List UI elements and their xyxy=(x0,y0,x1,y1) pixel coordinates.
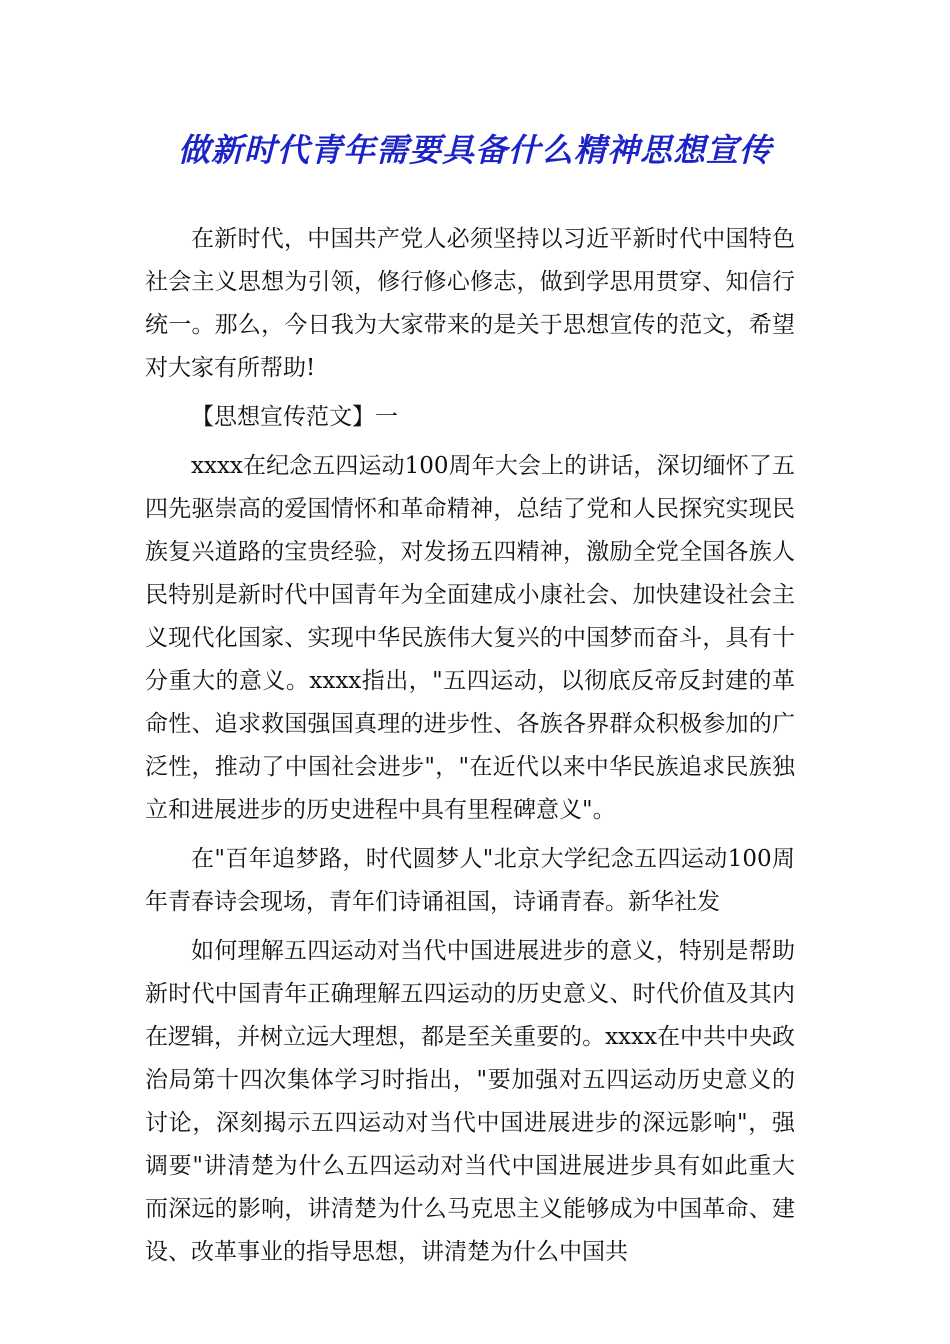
paragraph-heading: 【思想宣传范文】一 xyxy=(191,404,398,430)
paragraph-photo-caption: 在"百年追梦路，时代圆梦人"北京大学纪念五四运动100周年青春诗会现场，青年们诗诵祖国，诗诵青春。新华社发 xyxy=(145,846,795,915)
paragraph-speech: xxxx在纪念五四运动100周年大会上的讲话，深切缅怀了五四先驱崇高的爱国情怀和革命精神，总结了党和人民探究实现民族复兴道路的宝贵经验，对发扬五四精神，激励全党全国各族人民特别是新时代中国青年为全面建成小康社会、加快建设社会主义现代化国家、实现中华民族伟大复兴的中国梦而奋斗，具有十分重大的意义。xxxx指出，"五四运动，以彻底反帝反封建的革命性、追求救国强国真理的进步性、各族各界群众积极参加的广泛性，推动了中国社会进步"，"在近代以来中华民族追求民族独立和进展进步的历史进程中具有里程碑意义"。 xyxy=(145,453,795,823)
paragraph-intro: 在新时代，中国共产党人必须坚持以习近平新时代中国特色社会主义思想为引领，修行修心修志，做到学思用贯穿、知信行统一。那么，今日我为大家带来的是关于思想宣传的范文，希望对大家有所帮助! xyxy=(145,226,795,381)
document-body xyxy=(145,218,795,1280)
document-title: 做新时代青年需要具备什么精神思想宣传 xyxy=(177,131,772,169)
paragraph-significance: 如何理解五四运动对当代中国进展进步的意义，特别是帮助新时代中国青年正确理解五四运动的历史意义、时代价值及其内在逻辑，并树立远大理想，都是至关重要的。xxxx在中共中央政治局第十四次集体学习时指出，"要加强对五四运动历史意义的讨论，深刻揭示五四运动对当代中国进展进步的深远影响"，强调要"讲清楚为什么五四运动对当代中国进展进步具有如此重大而深远的影响，讲清楚为什么马克思主义能够成为中国革命、建设、改革事业的指导思想，讲清楚为什么中国共 xyxy=(145,938,795,1265)
